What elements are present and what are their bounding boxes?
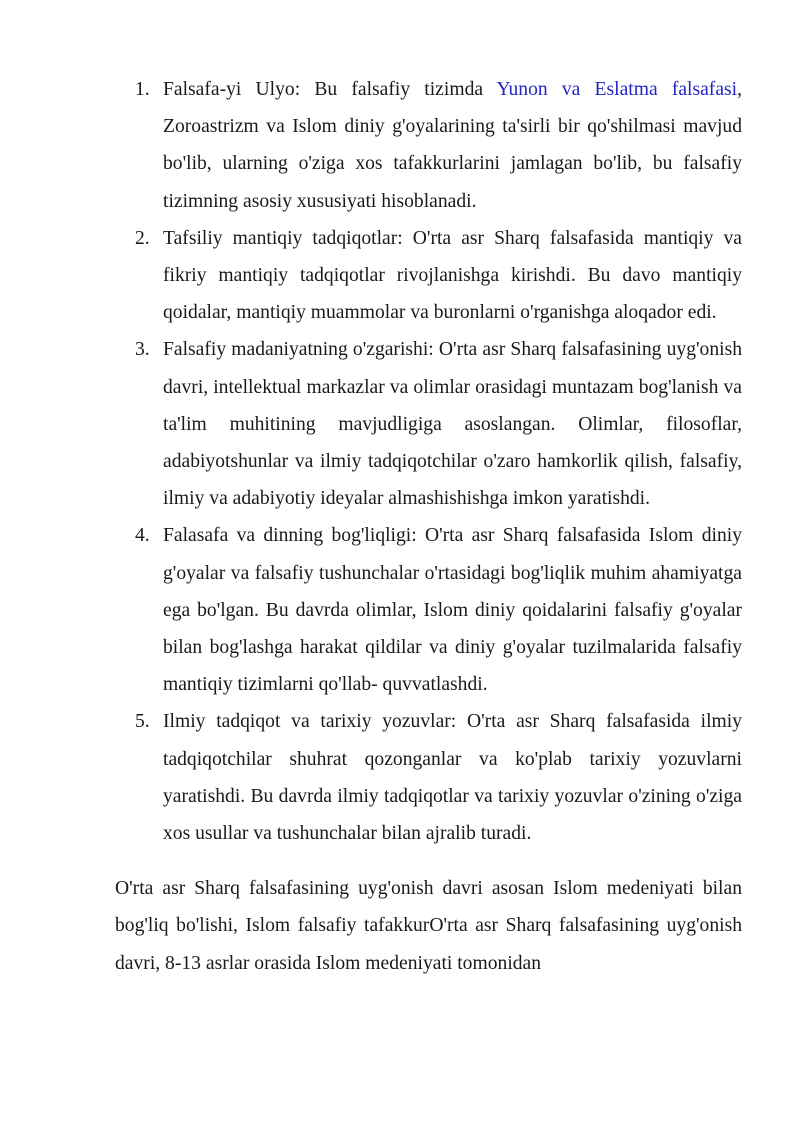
list-item-text: Falasafa va dinning bog'liqligi: O'rta asr Sharq falsafasida Islom diniy g'oyalar va falsafiy tushunchalar o'rtasidagi bog'liqlik muhim ahamiyatga ega bo'lgan. Bu davrda olimlar, Islom diniy qoidalarini falsafiy g'oyalar bilan bog'lashga harakat qildilar va diniy g'oyalar tuzilmalarida falsafiy mantiqiy tizimlarni qo'llab- quvvatlashdi. <box>163 525 742 696</box>
list-number: 2. <box>135 227 150 249</box>
list-number: 1. <box>135 79 150 100</box>
list-item-text: Falsafa-yi Ulyo: Bu falsafiy tizimda <box>163 79 497 100</box>
list-item-text: Falsafiy madaniyatning o'zgarishi: O'rta asr Sharq falsafasining uyg'onish davri, intellektual markazlar va olimlar orasidagi muntazam bog'lanish va ta'lim muhitining mavjudligiga asoslangan. Olimlar, filosoflar, adabiyotshunlar va ilmiy tadqiqotchilar o'zaro hamkorlik qilish, falsafiy, ilmiy va adabiyotiy ideyalar almashishishga imkon yaratishdi. <box>163 339 742 510</box>
list-item <box>135 703 742 852</box>
numbered-list <box>115 71 742 852</box>
body-paragraph: O'rta asr Sharq falsafasining uyg'onish davri asosan Islom medeniyati bilan bog'liq bo'lishi, Islom falsafiy tafakkurO'rta asr Sharq falsafasining uyg'onish davri, 8-13 asrlar orasida Islom medeniyati tomonidan <box>115 878 742 974</box>
list-item-text: Ilmiy tadqiqot va tarixiy yozuvlar: O'rta asr Sharq falsafasida ilmiy tadqiqotchilar shuhrat qozonganlar va ko'plab tarixiy yozuvlarni yaratishdi. Bu davrda ilmiy tadqiqotlar va tarixiy yozuvlar o'zining o'ziga xos usullar va tushunchalar bilan ajralib turadi. <box>163 711 742 845</box>
hyperlink[interactable]: Yunon va Eslatma falsafasi <box>496 79 738 100</box>
list-item-text: Tafsiliy mantiqiy tadqiqotlar: O'rta asr Sharq falsafasida mantiqiy va fikriy mantiqiy tadqiqotlar rivojlanishga kirishdi. Bu davo mantiqiy qoidalar, mantiqiy muammolar va buronlarni o'rganishga aloqador edi. <box>163 227 742 324</box>
list-number: 3. <box>135 339 150 361</box>
list-number: 5. <box>135 711 150 733</box>
list-item-text: , Zoroastrizm va Islom diniy g'oyalarining ta'sirli bir qo'shilmasi mavjud bo'lib, ularning o'ziga xos tafakkurlarini jamlagan bo'lib, bu falsafiy tizimning asosiy xususiyati hisoblanadi. <box>163 79 743 212</box>
list-item <box>135 71 743 220</box>
list-item <box>135 331 742 517</box>
list-item <box>135 220 742 332</box>
list-number: 4. <box>135 525 150 547</box>
list-item <box>135 517 742 703</box>
